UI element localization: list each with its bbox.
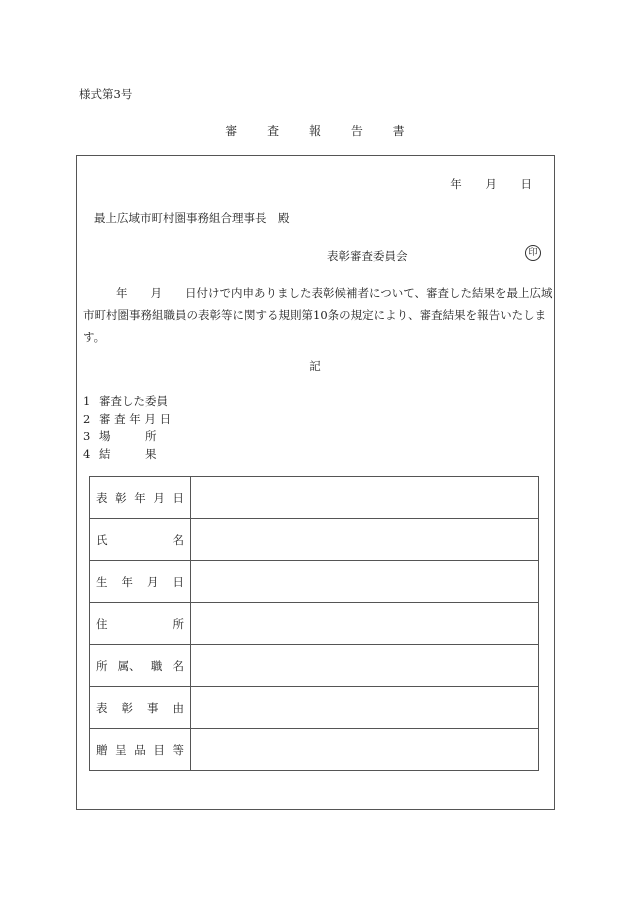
item-label: 場 所: [99, 429, 157, 443]
date-month: 月: [485, 177, 497, 191]
item-number: 4: [83, 446, 91, 461]
report-body-rest: 域市町村圏事務組職員の表彰等に関する規則第10条の規定により、審査結果を報告いたします。: [83, 286, 553, 344]
date-year: 年: [450, 177, 462, 191]
label-char: 名: [172, 532, 184, 547]
award-date-cell[interactable]: [191, 477, 539, 519]
item-number: 1: [83, 394, 91, 408]
row-label: [90, 519, 191, 561]
addressee: 最上広域市町村圏事務組合理事長 殿: [94, 211, 290, 225]
label-char: 氏: [96, 532, 108, 547]
label-char: 日: [172, 574, 184, 589]
row-label: [90, 645, 191, 687]
table-row: [90, 519, 539, 561]
label-char: 彰: [115, 490, 127, 505]
list-item: [83, 446, 171, 464]
row-label: [90, 561, 191, 603]
title-char: 告: [350, 124, 363, 138]
committee-name: 表彰審査委員会: [327, 249, 408, 263]
list-item: [83, 428, 171, 446]
table-row: [90, 561, 539, 603]
label-char: 住: [96, 616, 108, 631]
result-table: [89, 476, 539, 771]
label-char: 等: [172, 742, 184, 757]
title-char: 報: [308, 124, 321, 138]
form-number: 様式第3号: [79, 87, 133, 101]
table-row: [90, 729, 539, 771]
table-row: [90, 687, 539, 729]
label-char: 職: [150, 658, 163, 673]
label-char: 贈: [96, 742, 108, 757]
table-row: [90, 603, 539, 645]
label-char: 事: [147, 700, 159, 715]
label-char: 属、: [117, 658, 141, 673]
report-body: [83, 282, 553, 348]
label-char: 生: [96, 574, 108, 589]
list-item: [83, 393, 171, 411]
report-body-line1: 年 月 日付けで内申ありました表彰候補者について、審査した結果を最上広: [116, 286, 542, 300]
row-label: [90, 687, 191, 729]
ki-heading: 記: [309, 359, 321, 373]
label-char: 目: [153, 742, 165, 757]
name-cell[interactable]: [191, 519, 539, 561]
row-label: [90, 603, 191, 645]
item-list: [83, 393, 171, 463]
seal-icon: 印: [525, 245, 541, 261]
table-row: [90, 477, 539, 519]
label-char: 由: [172, 700, 184, 715]
affiliation-cell[interactable]: [191, 645, 539, 687]
title-char: 査: [267, 124, 280, 138]
label-char: 年: [121, 574, 133, 589]
label-char: 品: [134, 742, 146, 757]
item-number: 2: [83, 411, 91, 426]
label-char: 月: [147, 574, 159, 589]
title-char: 書: [392, 124, 405, 138]
item-label: 審査した委員: [99, 394, 168, 408]
list-item: [83, 411, 171, 429]
row-label: [90, 729, 191, 771]
date-day: 日: [520, 177, 532, 191]
item-label: 審 査 年 月 日: [99, 411, 172, 426]
row-label: [90, 477, 191, 519]
item-label: 結 果: [99, 446, 157, 461]
address-cell[interactable]: [191, 603, 539, 645]
label-char: 所: [172, 616, 184, 631]
label-char: 月: [153, 490, 165, 505]
item-number: 3: [83, 429, 91, 443]
award-reason-cell[interactable]: [191, 687, 539, 729]
label-char: 表: [96, 700, 108, 715]
label-char: 名: [172, 658, 184, 673]
label-char: 彰: [121, 700, 133, 715]
birth-date-cell[interactable]: [191, 561, 539, 603]
label-char: 所: [96, 658, 108, 673]
label-char: 呈: [115, 742, 127, 757]
label-char: 日: [172, 490, 184, 505]
title-char: 審: [225, 124, 238, 138]
label-char: 年: [134, 490, 146, 505]
date-line: [430, 176, 532, 192]
gift-items-cell[interactable]: [191, 729, 539, 771]
table-row: [90, 645, 539, 687]
document-title: [0, 122, 630, 139]
label-char: 表: [96, 490, 108, 505]
